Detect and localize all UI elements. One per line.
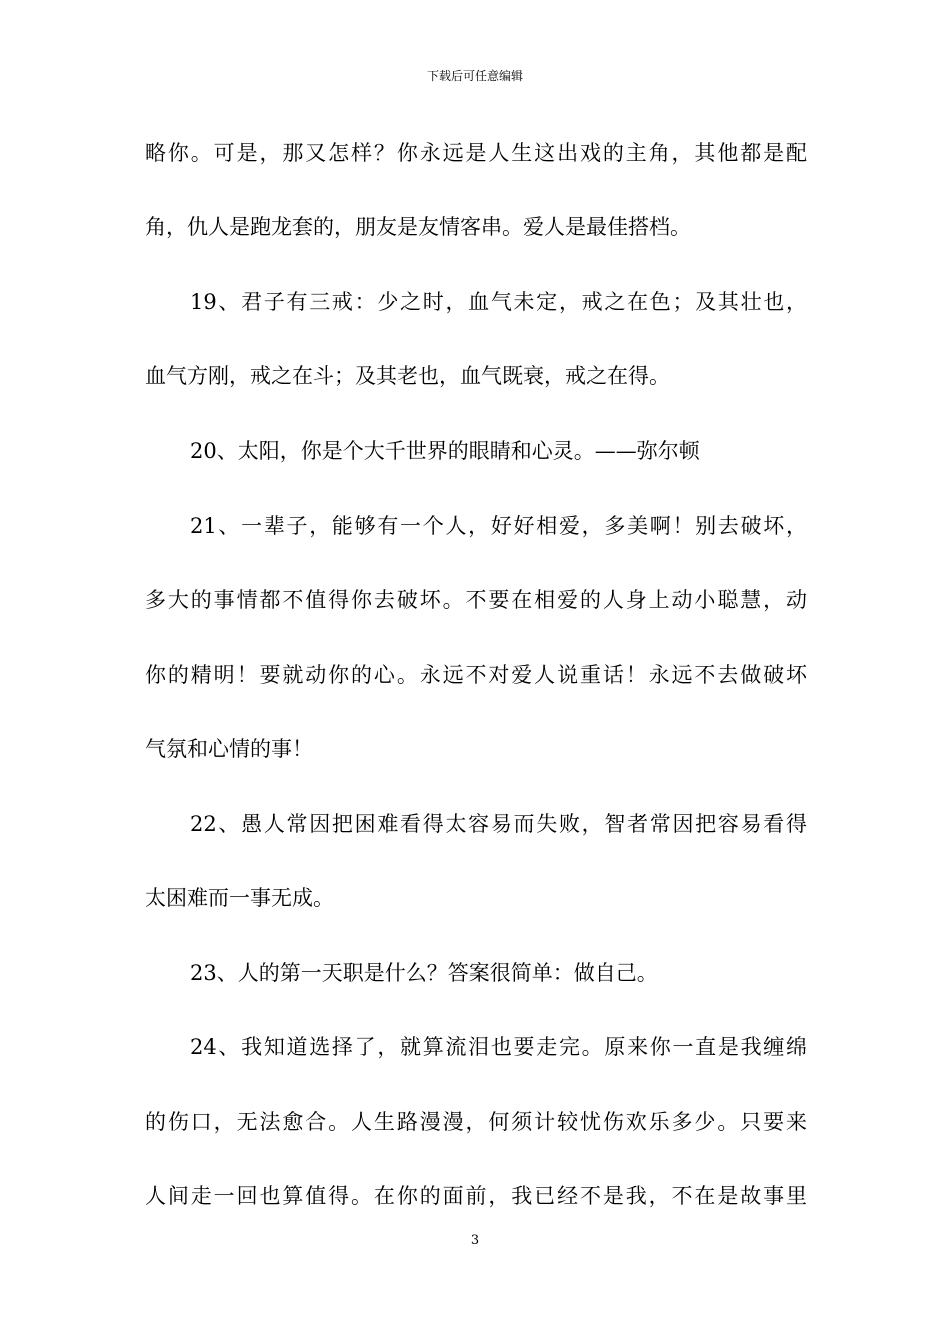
paragraph-20-line: 20、太阳，你是个大千世界的眼睛和心灵。——弥尔顿 [190,439,700,463]
text-line: 你的精明！要就动你的心。永远不对爱人说重话！永远不去做破坏 [145,663,807,687]
paragraph-24-line: 24、我知道选择了，就算流泪也要走完。原来你一直是我缠绵 [190,1035,807,1059]
paragraph-23-line: 23、人的第一天职是什么？答案很简单：做自己。 [190,961,658,985]
page-header: 下载后可任意编辑 [426,69,523,83]
paragraph-22-line: 22、愚人常因把困难看得太容易而失败，智者常因把容易看得 [190,812,807,836]
text-line: 多大的事情都不值得你去破坏。不要在相爱的人身上动小聪慧，动 [145,588,807,612]
paragraph-21-line: 21、一辈子，能够有一个人，好好相爱，多美啊！别去破坏， [190,514,807,538]
text-line: 气氛和心情的事！ [145,737,313,761]
paragraph-19-line: 19、君子有三戒：少之时，血气未定，戒之在色；及其壮也， [190,290,807,314]
text-line: 角，仇人是跑龙套的，朋友是友情客串。爱人是最佳搭档。 [145,215,691,239]
text-line: 血气方刚，戒之在斗；及其老也，血气既衰，戒之在得。 [145,364,670,388]
text-line: 的伤口，无法愈合。人生路漫漫，何须计较忧伤欢乐多少。只要来 [145,1110,807,1134]
text-line: 太困难而一事无成。 [145,886,334,910]
text-line: 人间走一回也算值得。在你的面前，我已经不是我，不在是故事里 [145,1184,807,1208]
text-line: 略你。可是，那又怎样？你永远是人生这出戏的主角，其他都是配 [145,141,807,165]
page-number: 3 [470,1233,480,1248]
